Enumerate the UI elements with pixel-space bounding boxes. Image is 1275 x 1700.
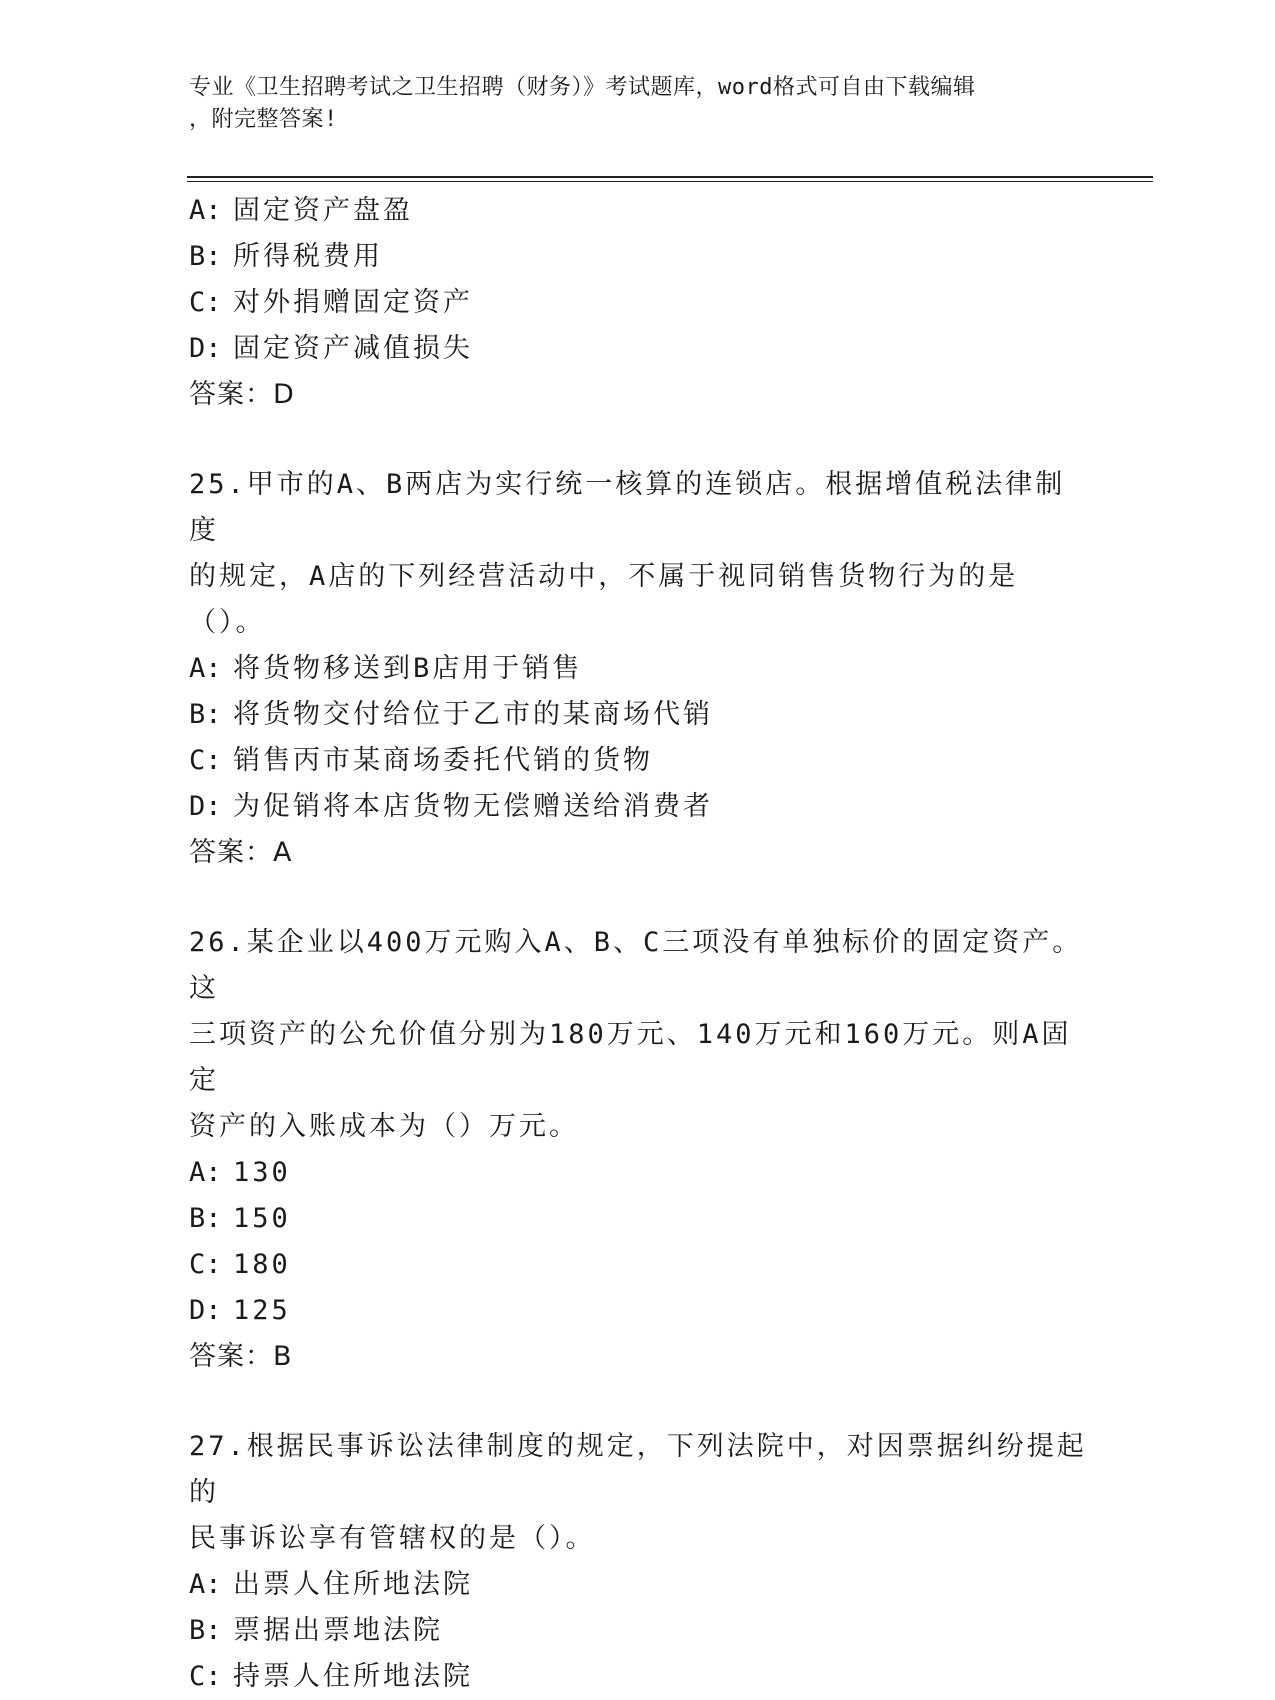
option-c: C: 180 bbox=[189, 1249, 291, 1280]
question-24-continued bbox=[189, 188, 1089, 418]
option-c: C: 对外捐赠固定资产 bbox=[189, 287, 473, 318]
option-c: C: 持票人住所地法院 bbox=[189, 1661, 473, 1692]
question-26 bbox=[189, 920, 1089, 1380]
answer: 答案：B bbox=[189, 1341, 293, 1372]
option-a: A: 固定资产盘盈 bbox=[189, 195, 413, 226]
answer: 答案：D bbox=[189, 379, 295, 410]
question-25 bbox=[189, 462, 1089, 876]
option-b: B: 票据出票地法院 bbox=[189, 1615, 443, 1646]
header-line-2: ，附完整答案! bbox=[189, 107, 338, 132]
option-d: D: 125 bbox=[189, 1295, 291, 1326]
question-stem: 26.某企业以400万元购入A、B、C三项没有单独标价的固定资产。这 三项资产的公允价值分别为180万元、140万元和160万元。则A固定 资产的入账成本为（）万元。 bbox=[189, 927, 1083, 1142]
option-c: C: 销售丙市某商场委托代销的货物 bbox=[189, 745, 653, 776]
document-header bbox=[189, 72, 1069, 136]
option-b: B: 所得税费用 bbox=[189, 241, 383, 272]
option-a: A: 出票人住所地法院 bbox=[189, 1569, 473, 1600]
option-a: A: 将货物移送到B店用于销售 bbox=[189, 653, 583, 684]
question-stem: 27.根据民事诉讼法律制度的规定，下列法院中，对因票据纠纷提起的 民事诉讼享有管辖权的是（）。 bbox=[189, 1431, 1087, 1554]
option-b: B: 150 bbox=[189, 1203, 291, 1234]
option-d: D: 固定资产减值损失 bbox=[189, 333, 473, 364]
answer: 答案：A bbox=[189, 837, 293, 868]
option-b: B: 将货物交付给位于乙市的某商场代销 bbox=[189, 699, 713, 730]
header-divider-thin bbox=[187, 181, 1153, 182]
header-divider-thick bbox=[187, 176, 1153, 178]
option-a: A: 130 bbox=[189, 1157, 291, 1188]
question-list bbox=[189, 188, 1089, 1700]
question-27 bbox=[189, 1424, 1089, 1700]
option-d: D: 为促销将本店货物无偿赠送给消费者 bbox=[189, 791, 713, 822]
header-line-1: 专业《卫生招聘考试之卫生招聘（财务）》考试题库，word格式可自由下载编辑 bbox=[189, 75, 976, 100]
question-stem: 25.甲市的A、B两店为实行统一核算的连锁店。根据增值税法律制度 的规定，A店的下列经营活动中，不属于视同销售货物行为的是（）。 bbox=[189, 469, 1066, 638]
